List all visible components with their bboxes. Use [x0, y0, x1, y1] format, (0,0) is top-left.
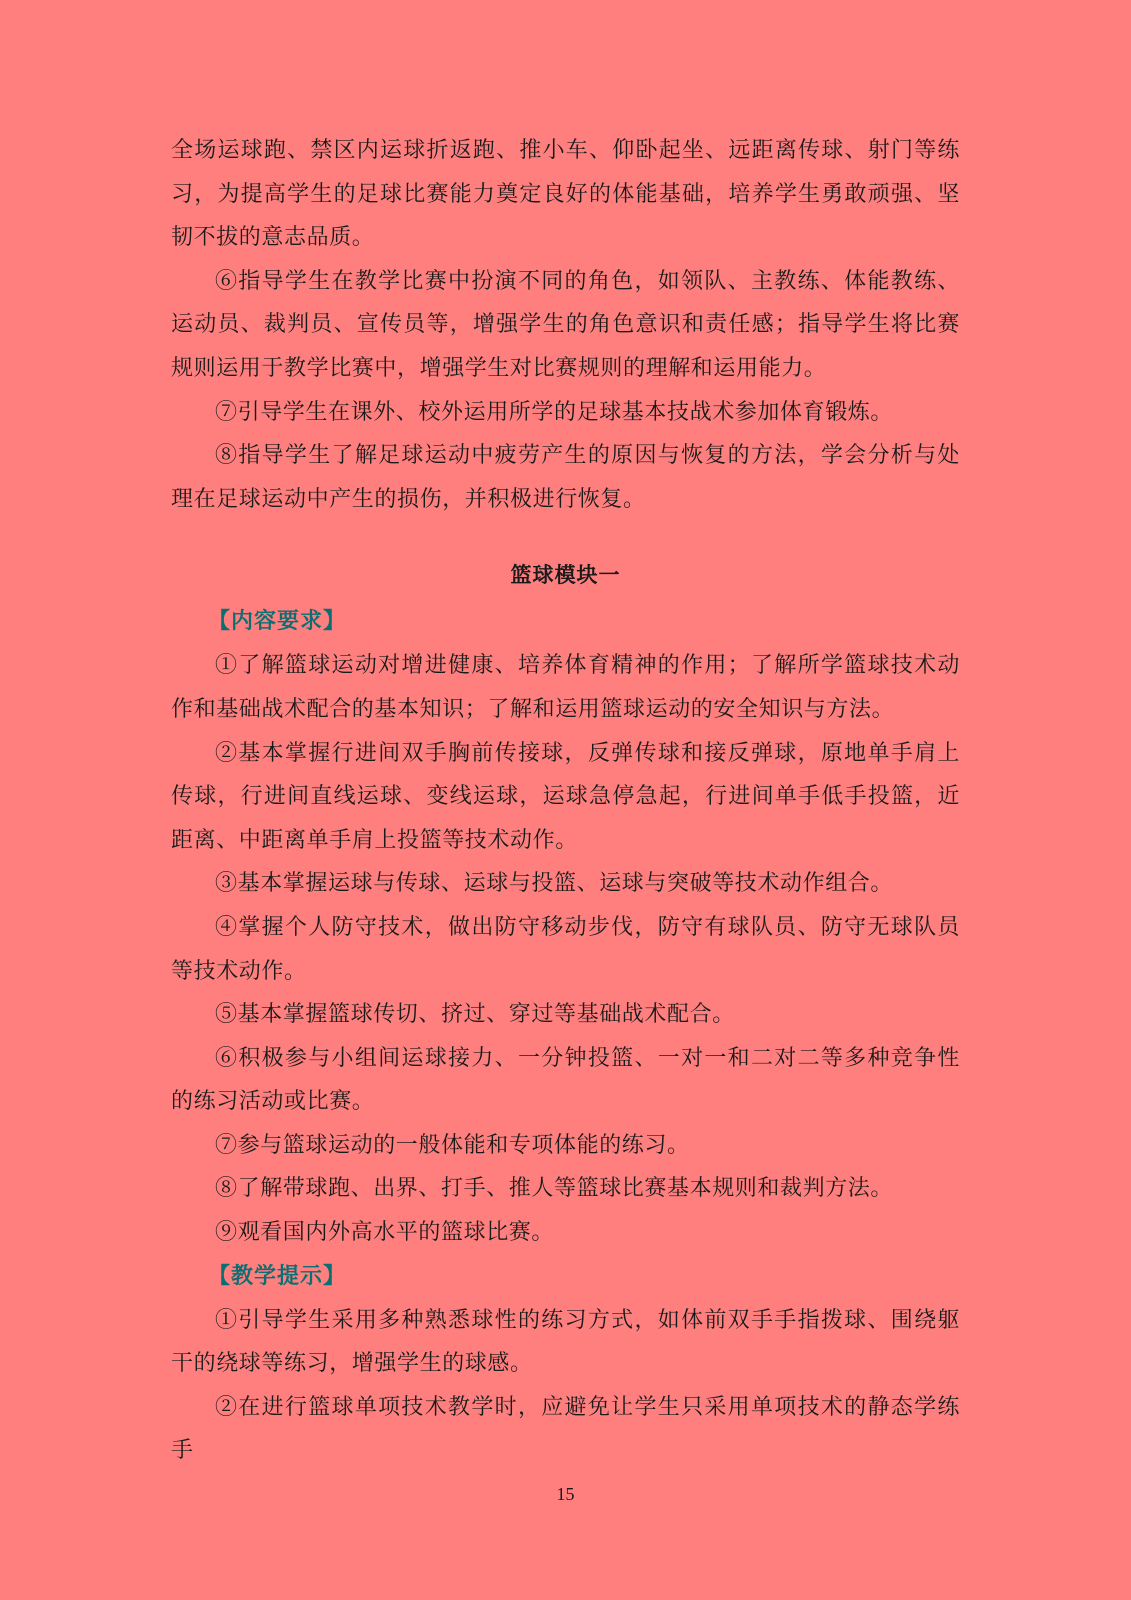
content-item-8: ⑧了解带球跑、出界、打手、推人等篮球比赛基本规则和裁判方法。 [215, 1176, 894, 1202]
page-number: 15 [556, 1484, 575, 1504]
teaching-item-2: ②在进行篮球单项技术教学时，应避免让学生只采用单项技术的静态学练手 [171, 1394, 960, 1464]
paragraph-football-5-continued: 全场运球跑、禁区内运球折返跑、推小车、仰卧起坐、远距离传球、射门等练习，为提高学生的足球比赛能力奠定良好的体能基础，培养学生勇敢顽强、坚韧不拔的意志品质。 [171, 138, 960, 251]
content-item-1: ①了解篮球运动对增进健康、培养体育精神的作用；了解所学篮球技术动作和基础战术配合的基本知识；了解和运用篮球运动的安全知识与方法。 [171, 653, 960, 722]
paragraph-football-7: ⑦引导学生在课外、校外运用所学的足球基本技战术参加体育锻炼。 [215, 399, 894, 425]
heading-content-requirements: 【内容要求】 [208, 609, 347, 635]
content-item-4: ④掌握个人防守技术，做出防守移动步伐，防守有球队员、防守无球队员等技术动作。 [171, 914, 960, 984]
heading-teaching-tips: 【教学提示】 [208, 1263, 347, 1289]
content-item-5: ⑤基本掌握篮球传切、挤过、穿过等基础战术配合。 [215, 1002, 735, 1028]
paragraph-football-6: ⑥指导学生在教学比赛中扮演不同的角色，如领队、主教练、体能教练、运动员、裁判员、宣传员等，增强学生的角色意识和责任感；指导学生将比赛规则运用于教学比赛中，增强学生对比赛规则的理解和运用能力。 [171, 268, 960, 381]
content-item-3: ③基本掌握运球与传球、运球与投篮、运球与突破等技术动作组合。 [215, 871, 894, 897]
content-item-6: ⑥积极参与小组间运球接力、一分钟投篮、一对一和二对二等多种竞争性的练习活动或比赛。 [171, 1045, 960, 1115]
page-body [171, 129, 960, 1473]
content-item-9: ⑨观看国内外高水平的篮球比赛。 [215, 1220, 555, 1246]
content-item-2: ②基本掌握行进间双手胸前传接球，反弹传球和接反弹球，原地单手肩上传球，行进间直线运球、变线运球，运球急停急起，行进间单手低手投篮，近距离、中距离单手肩上投篮等技术动作。 [171, 740, 960, 853]
teaching-item-1: ①引导学生采用多种熟悉球性的练习方式，如体前双手手指拨球、围绕躯干的绕球等练习，增强学生的球感。 [171, 1307, 960, 1377]
content-item-7: ⑦参与篮球运动的一般体能和专项体能的练习。 [215, 1132, 690, 1158]
section-title-basketball: 篮球模块一 [510, 562, 621, 588]
paragraph-football-8: ⑧指导学生了解足球运动中疲劳产生的原因与恢复的方法，学会分析与处理在足球运动中产生的损伤，并积极进行恢复。 [171, 443, 960, 512]
